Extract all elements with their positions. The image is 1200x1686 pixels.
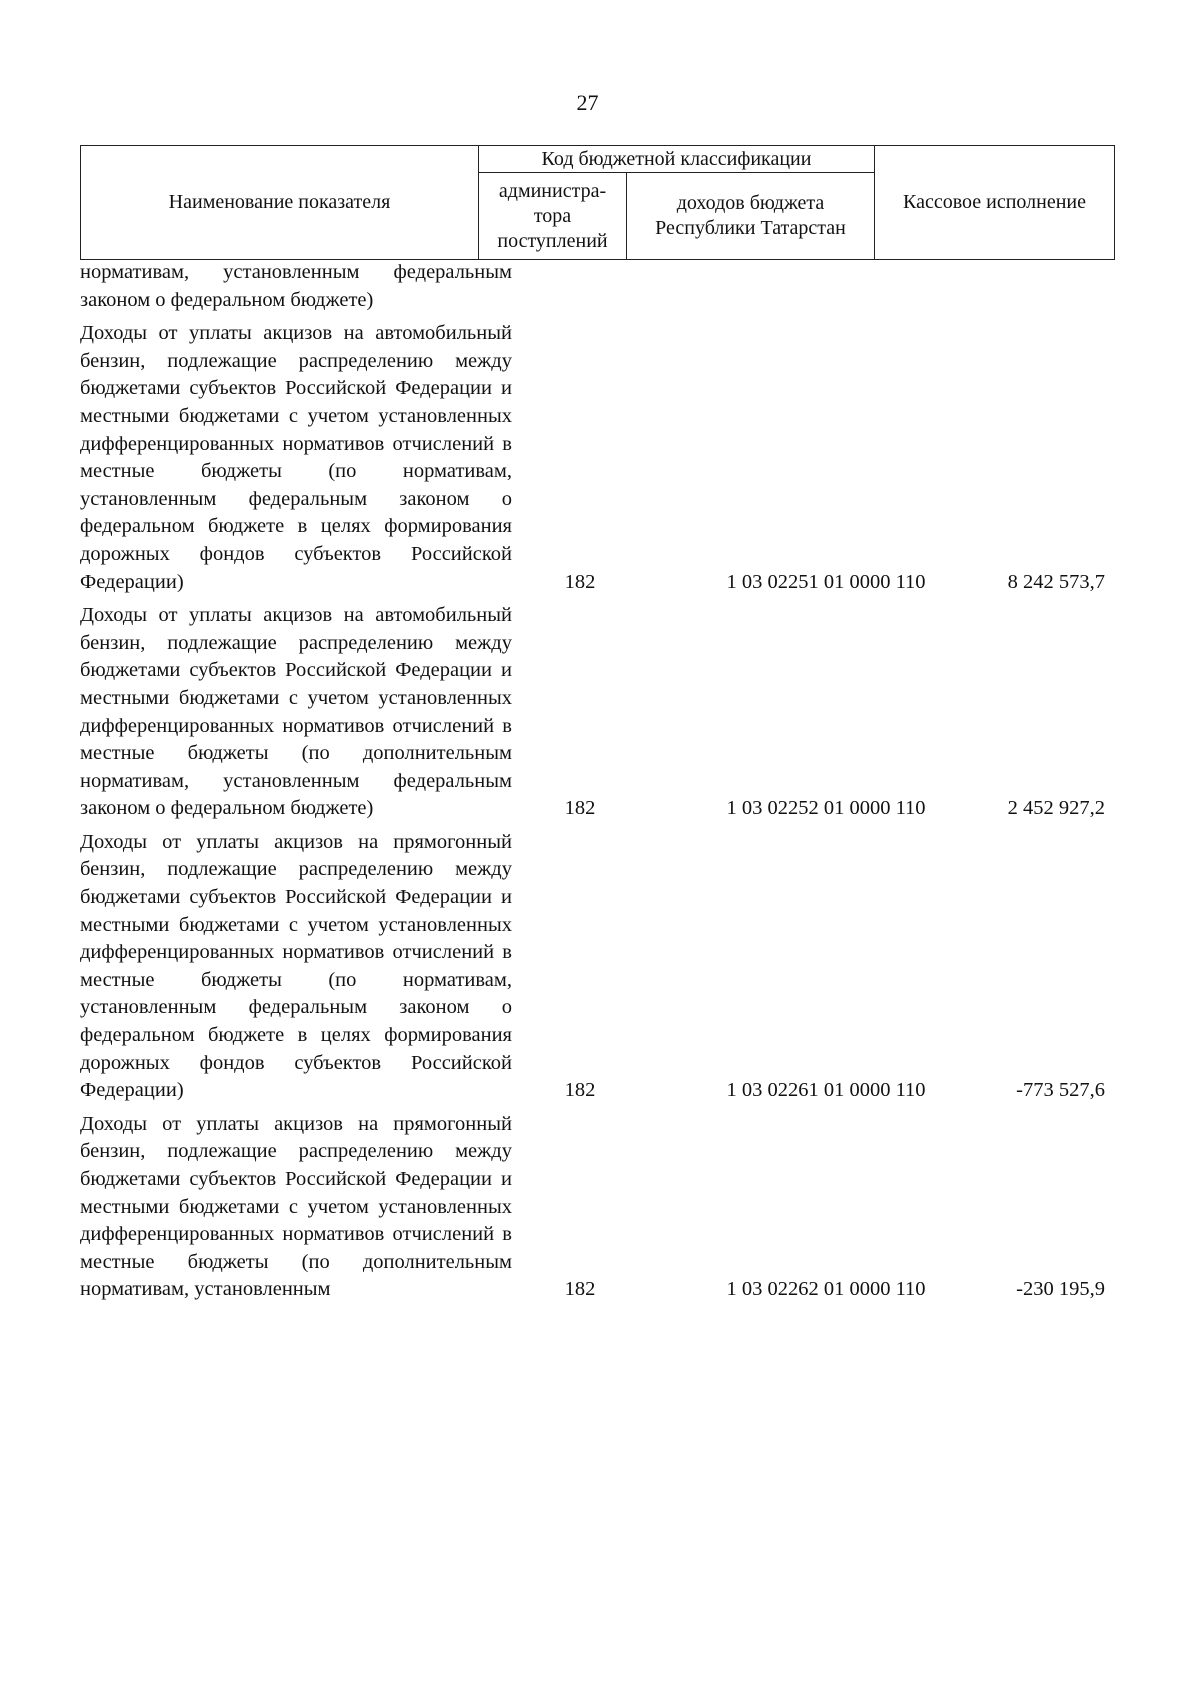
execution-amount: 2 452 927,2 bbox=[1007, 797, 1105, 820]
indicator-name: Доходы от уплаты акцизов на прямогонный бензин, подлежащие распределению между бюджетами субъектов Российской Федерации и местными бюджетами с учетом установленных дифференцированных нормативов отчислений в местные бюджеты (по дополнительным нормативам, установленным bbox=[80, 1112, 512, 1301]
table-row bbox=[80, 259, 1114, 320]
admin-code: 182 bbox=[564, 1278, 596, 1301]
indicator-name: Доходы от уплаты акцизов на автомобильный бензин, подлежащие распределению между бюджетами субъектов Российской Федерации и местными бюджетами с учетом установленных дифференцированных нормативов отчислений в местные бюджеты (по нормативам, установленным федеральным законом о федеральном бюджете в целях формирования дорожных фондов субъектов Российской Федерации) bbox=[80, 322, 512, 593]
page-number: 27 bbox=[576, 90, 599, 115]
indicator-name: Доходы от уплаты акцизов на автомобильный бензин, подлежащие распределению между бюджетами субъектов Российской Федерации и местными бюджетами с учетом установленных дифференцированных нормативов отчислений в местные бюджеты (по дополнительным нормативам, установленным федеральным законом о федеральном бюджете) bbox=[80, 604, 512, 820]
execution-amount: 8 242 573,7 bbox=[1007, 570, 1105, 593]
header-income-column: доходов бюджета Республики Татарстан bbox=[627, 173, 875, 260]
income-code: 1 03 02252 01 0000 110 bbox=[726, 797, 926, 820]
table-header bbox=[80, 145, 1115, 260]
table-row bbox=[80, 1111, 1114, 1310]
table-row bbox=[80, 320, 1114, 602]
income-code: 1 03 02262 01 0000 110 bbox=[726, 1278, 926, 1301]
table-row bbox=[80, 602, 1114, 829]
table-row bbox=[80, 829, 1114, 1111]
indicator-name: Доходы от уплаты акцизов на прямогонный бензин, подлежащие распределению между бюджетами субъектов Российской Федерации и местными бюджетами с учетом установленных дифференцированных нормативов отчислений в местные бюджеты (по нормативам, установленным федеральным законом о федеральном бюджете в целях формирования дорожных фондов субъектов Российской Федерации) bbox=[80, 830, 512, 1102]
execution-amount: -773 527,6 bbox=[1016, 1079, 1105, 1102]
header-name-column: Наименование показателя bbox=[81, 146, 479, 260]
income-code: 1 03 02251 01 0000 110 bbox=[726, 570, 926, 593]
header-execution-column: Кассовое исполнение bbox=[875, 146, 1115, 260]
income-code: 1 03 02261 01 0000 110 bbox=[726, 1079, 926, 1102]
table-body bbox=[80, 259, 1114, 1310]
admin-code: 182 bbox=[564, 1079, 596, 1102]
admin-code: 182 bbox=[564, 797, 596, 820]
execution-amount: -230 195,9 bbox=[1016, 1278, 1105, 1301]
indicator-name: нормативам, установленным федеральным законом о федеральном бюджете) bbox=[80, 261, 512, 311]
header-classification-group: Код бюджетной классификации bbox=[479, 146, 875, 173]
admin-code: 182 bbox=[564, 570, 596, 593]
header-admin-column: администра-тора поступлений bbox=[479, 173, 627, 260]
